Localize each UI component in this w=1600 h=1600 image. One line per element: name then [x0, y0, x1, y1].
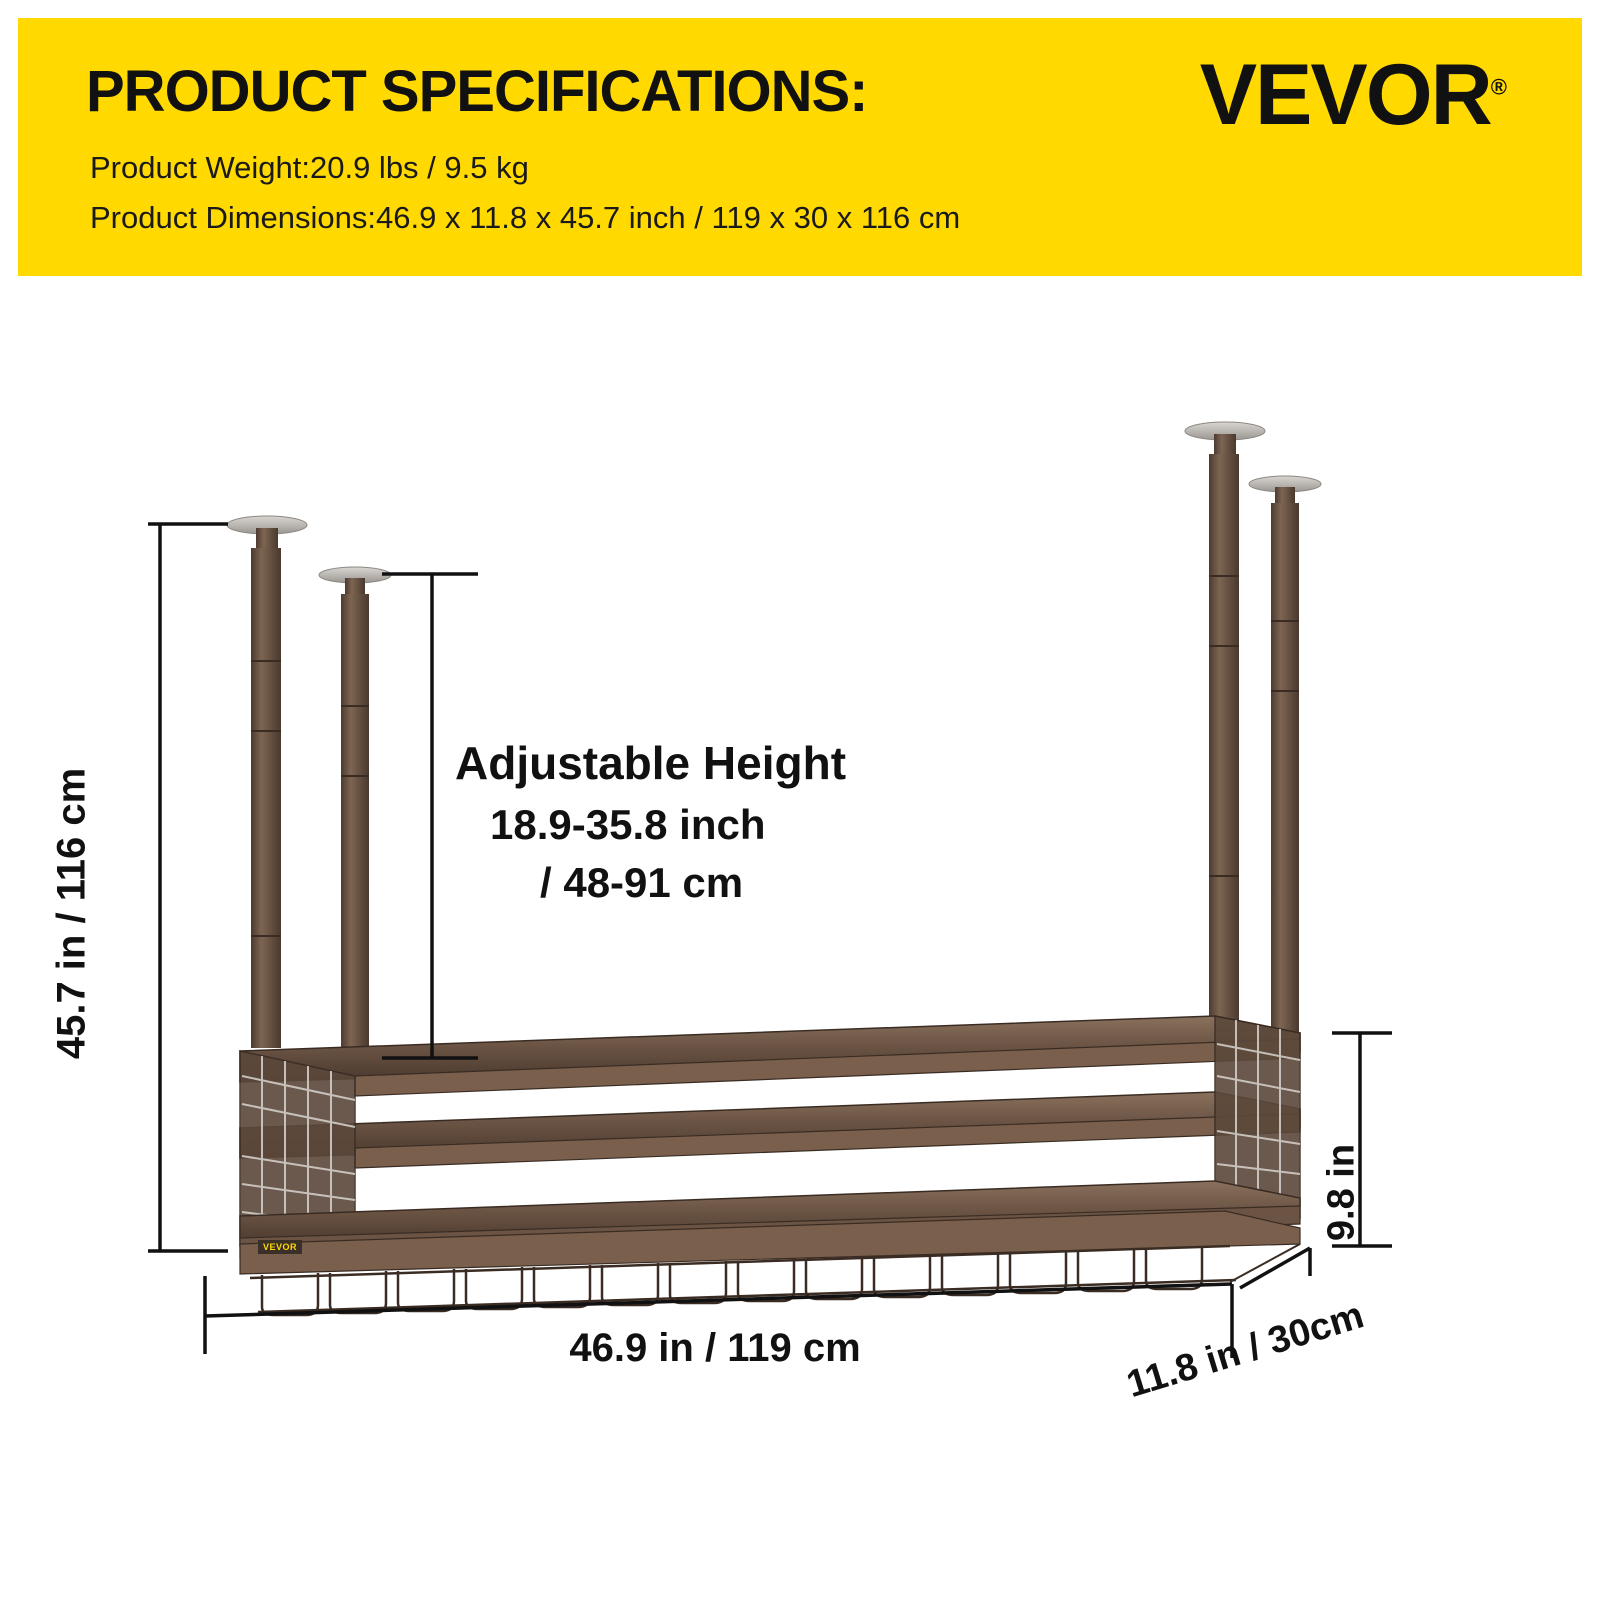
product-brand-tag: VEVOR [258, 1240, 302, 1254]
page-title: PRODUCT SPECIFICATIONS: [86, 59, 868, 124]
vevor-logo [1199, 47, 1507, 143]
width-dimension-label: 46.9 in / 119 cm [569, 1326, 861, 1370]
rack-height-dimension-label: 9.8 in [1320, 1143, 1363, 1242]
product-diagram [0, 276, 1600, 1600]
depth-dimension-label: 11.8 in / 30cm [1122, 1294, 1369, 1407]
brand-name: VEVOR [1199, 47, 1491, 143]
height-dimension-label: 45.7 in / 116 cm [49, 767, 94, 1060]
rack-drawing [0, 276, 1600, 1600]
rack-frame [240, 1016, 1300, 1315]
specifications-banner [18, 18, 1582, 276]
registered-trademark-icon: ® [1490, 74, 1507, 100]
adjustable-height-range-inch: 18.9-35.8 inch [490, 801, 766, 848]
product-weight-text: Product Weight:20.9 lbs / 9.5 kg [90, 150, 529, 185]
adjustable-height-title: Adjustable Height [455, 737, 847, 789]
adjustable-height-range-cm: / 48-91 cm [540, 859, 744, 906]
product-dimensions-text: Product Dimensions:46.9 x 11.8 x 45.7 inch / 119 x 30 x 116 cm [90, 200, 961, 235]
